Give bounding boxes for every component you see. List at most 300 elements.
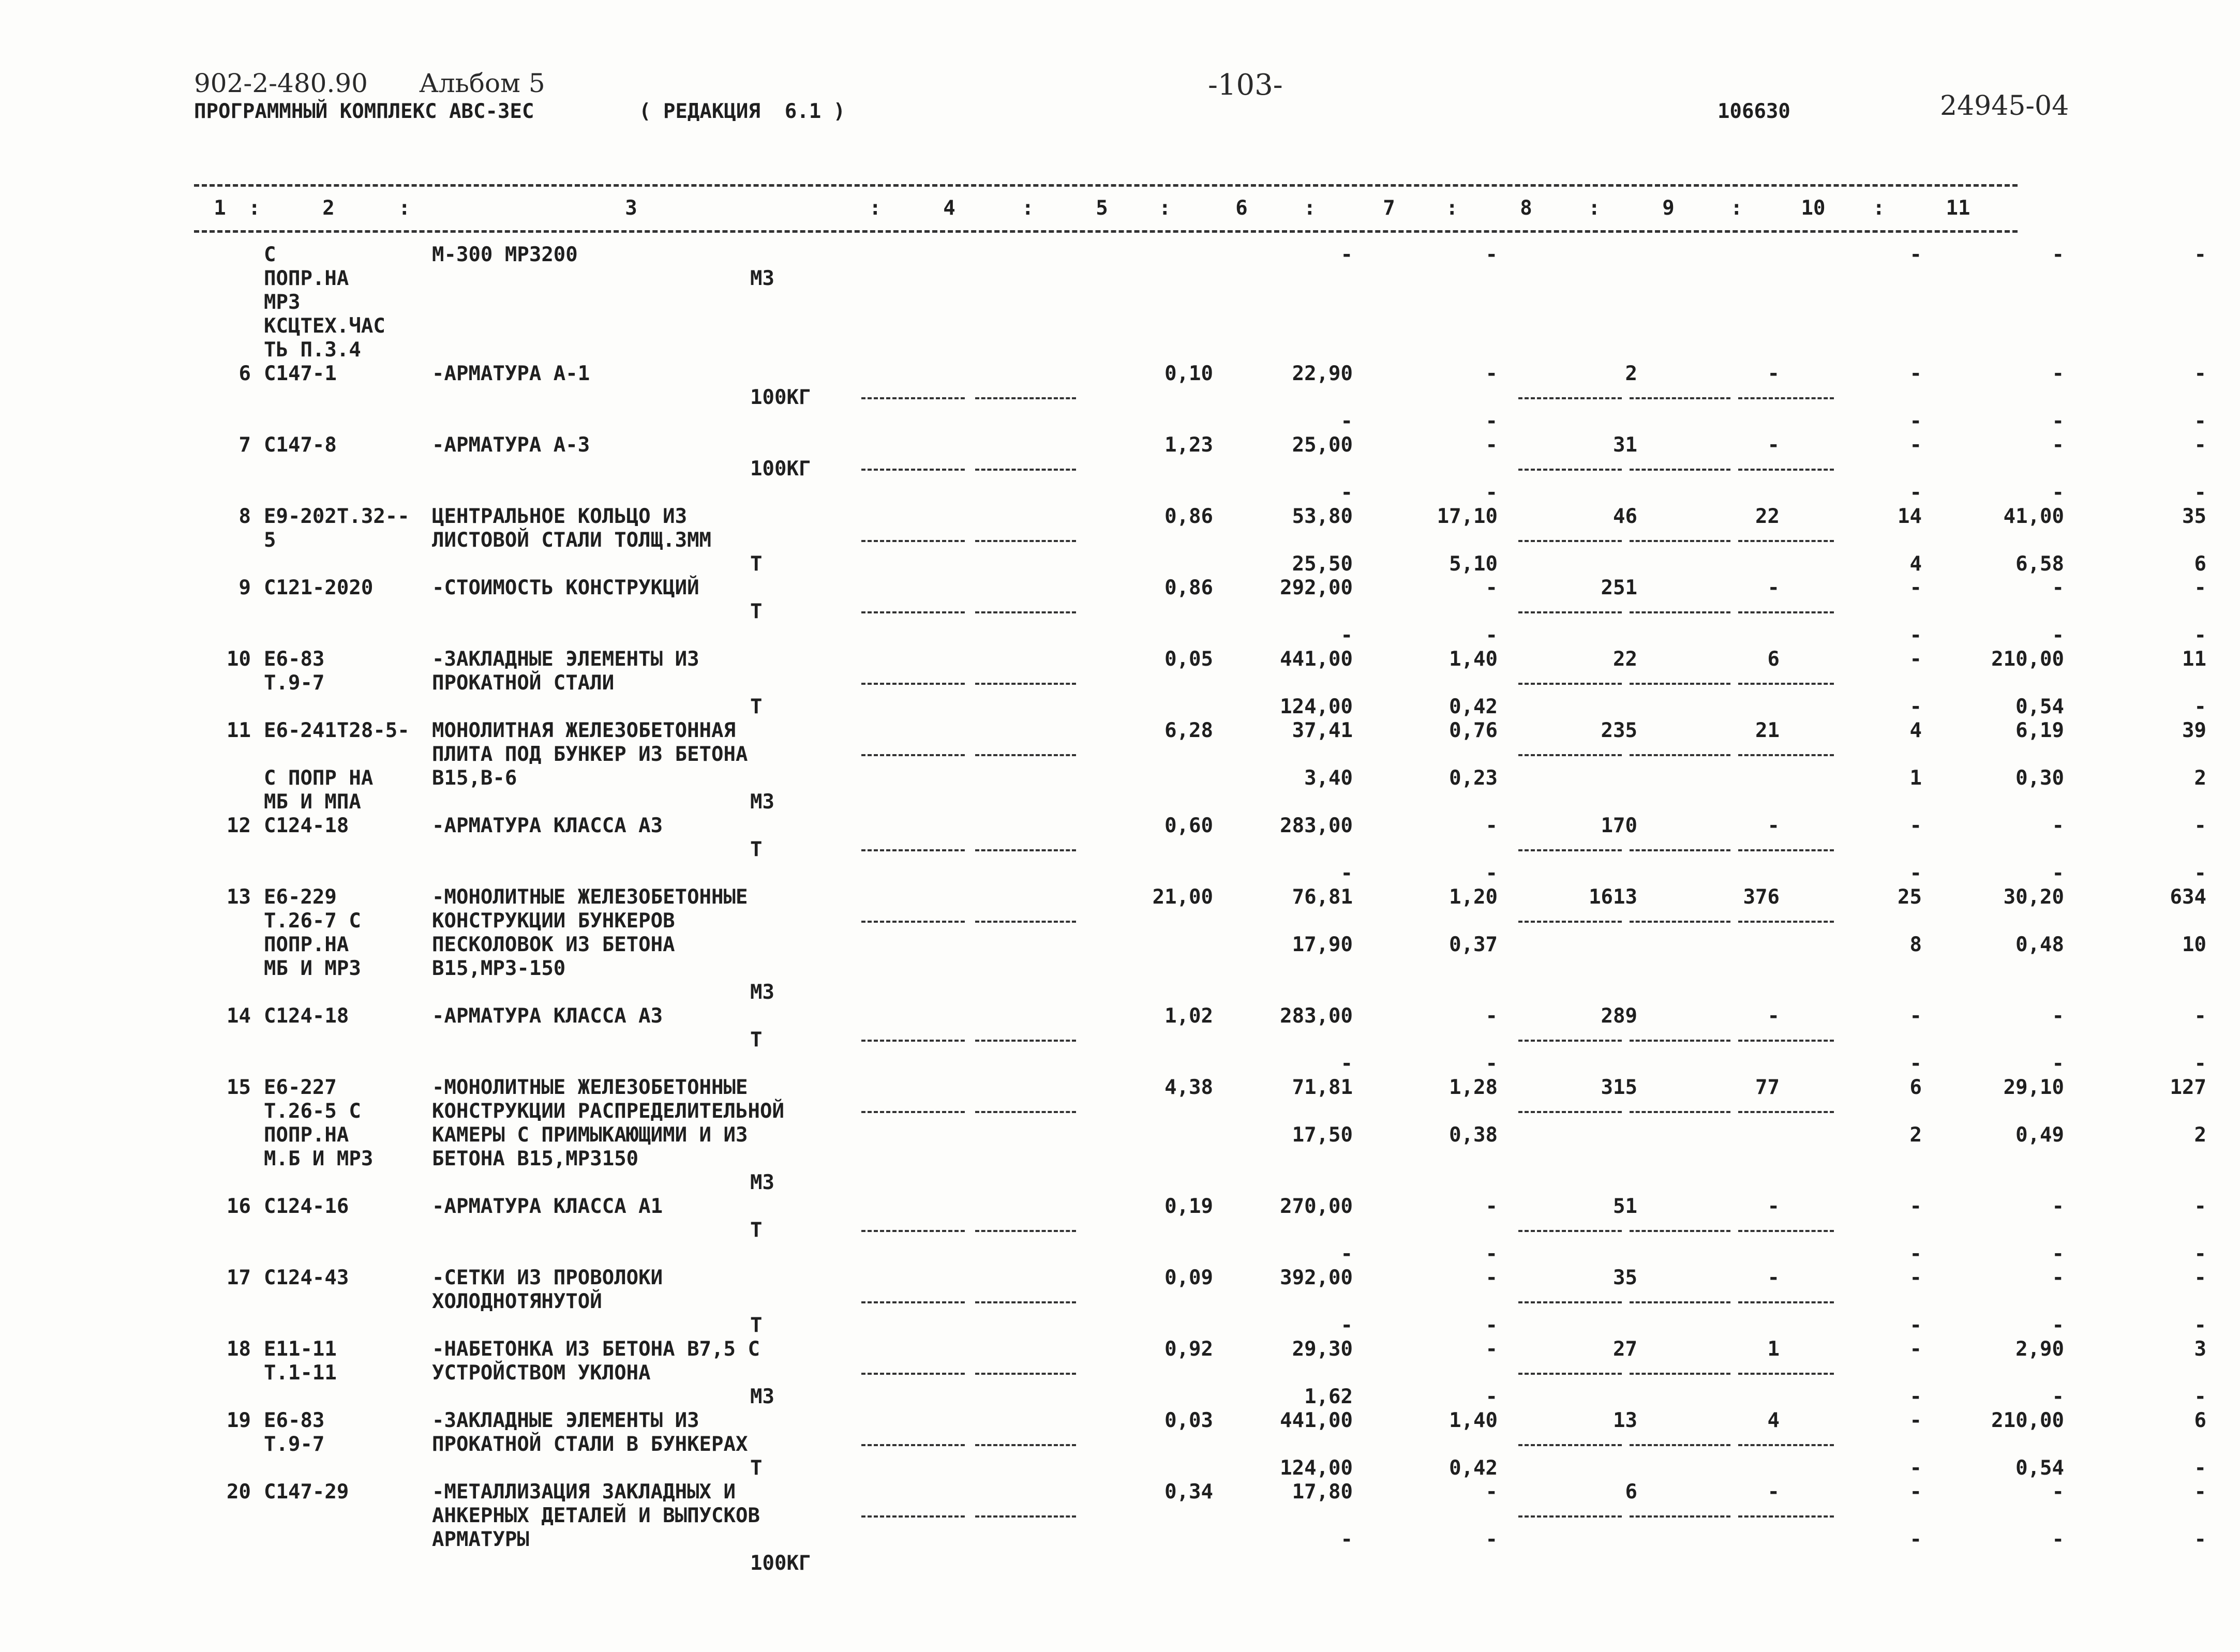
- subtotal-dash: [975, 1515, 1076, 1518]
- cell-col2: ПОПР.НА: [264, 1123, 349, 1147]
- row-line: [194, 243, 2206, 267]
- cell-col3: ПЛИТА ПОД БУНКЕР ИЗ БЕТОНА: [432, 743, 748, 766]
- cell-col6: -: [1485, 862, 1498, 885]
- cell-col5: 392,00: [1280, 1266, 1353, 1289]
- subtotal-dash: [975, 469, 1076, 471]
- cell-col7: 1613: [1589, 885, 1637, 909]
- cell-col2: 5: [264, 529, 276, 552]
- row-line: [194, 1338, 2206, 1361]
- cell-col6: 0,23: [1449, 767, 1498, 790]
- row-line: [194, 1433, 2018, 1456]
- subtotal-dash: [1738, 849, 1834, 851]
- subtotal-dash: [1738, 469, 1834, 471]
- cell-col11: -: [2194, 362, 2206, 385]
- subtotal-dash: [1518, 683, 1622, 685]
- row-line: [194, 624, 2206, 648]
- cell-col5: 29,30: [1292, 1338, 1353, 1361]
- cell-col1: 9: [238, 576, 251, 599]
- cell-col4: 0,03: [1164, 1409, 1213, 1432]
- cell-col2: Е9-202Т.32--: [264, 505, 410, 528]
- cell-col3: В15,В-6: [432, 767, 517, 790]
- doc-code: 902-2-480.90: [194, 68, 368, 98]
- cell-col9: -: [1909, 1480, 1922, 1504]
- row-line: [194, 1314, 2206, 1338]
- cell-col6: -: [1485, 624, 1498, 647]
- row-line: [194, 1195, 2206, 1219]
- cell-col1: 15: [227, 1076, 251, 1099]
- cell-col7: 235: [1601, 719, 1637, 742]
- cell-col11: -: [2194, 624, 2206, 647]
- cell-col10: -: [2052, 433, 2064, 457]
- unit-cell: 100КГ: [750, 1552, 811, 1575]
- subtotal-dash: [1630, 1301, 1730, 1303]
- cell-col9: -: [1909, 1456, 1922, 1480]
- cell-col2: М.Б И МР3: [264, 1147, 374, 1170]
- subtotal-dash: [1518, 540, 1622, 542]
- subtotal-dash: [861, 1040, 965, 1042]
- unit-cell: М3: [750, 981, 774, 1004]
- cell-col9: -: [1909, 1528, 1922, 1551]
- cell-col10: -: [2052, 1195, 2064, 1218]
- cell-col7: 315: [1601, 1076, 1637, 1099]
- cell-col11: -: [2194, 1456, 2206, 1480]
- subtotal-dash: [1738, 754, 1834, 756]
- cell-col2: МБ И МР3: [264, 957, 361, 980]
- subtotal-dash: [975, 1111, 1076, 1113]
- subtotal-dash: [1630, 1444, 1730, 1446]
- subtotal-dash: [1518, 469, 1622, 471]
- cell-col10: 41,00: [2003, 505, 2064, 528]
- cell-col10: -: [2052, 576, 2064, 599]
- subtotal-dash: [975, 921, 1076, 923]
- cell-col10: -: [2052, 624, 2064, 647]
- cell-col1: 11: [227, 719, 251, 742]
- cell-col11: -: [2194, 481, 2206, 504]
- cell-col2: ПОПР.НА: [264, 267, 349, 290]
- column-divider: :: [248, 197, 261, 220]
- cell-col2: ТЬ П.3.4: [264, 338, 361, 362]
- cell-col2: Т.1-11: [264, 1361, 337, 1385]
- cell-col5: 37,41: [1292, 719, 1353, 742]
- cell-col5: -: [1340, 243, 1353, 266]
- cell-col3: КОНСТРУКЦИИ БУНКЕРОВ: [432, 909, 675, 933]
- cell-col1: 16: [227, 1195, 251, 1218]
- table-row: [194, 1004, 2206, 1076]
- subtotal-dash: [1630, 683, 1730, 685]
- cell-col8: 77: [1755, 1076, 1780, 1099]
- cell-col10: 0,54: [2015, 1456, 2064, 1480]
- cell-col2: С121-2020: [264, 576, 374, 599]
- cell-col7: 46: [1613, 505, 1637, 528]
- cell-col3: -АРМАТУРА КЛАССА А1: [432, 1195, 663, 1218]
- cell-col7: 22: [1613, 648, 1637, 671]
- cell-col9: -: [1909, 243, 1922, 266]
- cell-col9: -: [1909, 648, 1922, 671]
- cell-col11: -: [2194, 1052, 2206, 1075]
- column-divider: :: [1159, 197, 1171, 220]
- subtotal-dash: [861, 683, 965, 685]
- cell-col11: -: [2194, 1528, 2206, 1551]
- cell-col3: ХОЛОДНОТЯНУТОЙ: [432, 1290, 602, 1313]
- table-row: [194, 648, 2206, 719]
- cell-col11: 2: [2194, 1123, 2206, 1147]
- row-line: [194, 291, 2018, 314]
- column-divider: :: [1730, 197, 1743, 220]
- cell-col7: 27: [1613, 1338, 1637, 1361]
- row-line: [194, 790, 2018, 814]
- row-line: [194, 1552, 2018, 1575]
- cell-col10: -: [2052, 1385, 2064, 1408]
- cell-col2: Т.26-5 С: [264, 1100, 361, 1123]
- cell-col8: 22: [1755, 505, 1780, 528]
- row-line: [194, 838, 2018, 862]
- cell-col6: -: [1485, 1480, 1498, 1504]
- cell-col9: -: [1909, 433, 1922, 457]
- cell-col6: 0,76: [1449, 719, 1498, 742]
- cell-col9: 4: [1909, 552, 1922, 576]
- subtotal-dash: [975, 611, 1076, 613]
- cell-col3: -АРМАТУРА КЛАССА А3: [432, 814, 663, 837]
- cell-col4: 0,10: [1164, 362, 1213, 385]
- cell-col2: Т.26-7 С: [264, 909, 361, 933]
- cell-col9: -: [1909, 410, 1922, 433]
- cell-col6: -: [1485, 1338, 1498, 1361]
- cell-col6: -: [1485, 1314, 1498, 1337]
- subtotal-dash: [861, 921, 965, 923]
- row-line: [194, 1147, 2018, 1171]
- row-line: [194, 695, 2206, 719]
- cell-col4: 1,02: [1164, 1004, 1213, 1028]
- cell-col6: -: [1485, 1266, 1498, 1289]
- row-line: [194, 1528, 2206, 1552]
- cell-col9: 14: [1898, 505, 1922, 528]
- subtotal-dash: [975, 1230, 1076, 1232]
- table-row: [194, 243, 2206, 362]
- row-line: [194, 267, 2018, 291]
- cell-col3: -АРМАТУРА А-1: [432, 362, 590, 385]
- cell-col3: -МОНОЛИТНЫЕ ЖЕЛЕЗОБЕТОННЫЕ: [432, 1076, 748, 1099]
- subtotal-dash: [1518, 1111, 1622, 1113]
- table-row: [194, 433, 2206, 505]
- cell-col6: 1,40: [1449, 1409, 1498, 1432]
- subtotal-dash: [1518, 1040, 1622, 1042]
- cell-col10: 210,00: [1991, 648, 2064, 671]
- cell-col5: 22,90: [1292, 362, 1353, 385]
- subtotal-dash: [975, 1444, 1076, 1446]
- cell-col2: С124-18: [264, 1004, 349, 1028]
- subtotal-dash: [1738, 921, 1834, 923]
- unit-cell: М3: [750, 1385, 774, 1408]
- subtotal-dash: [861, 469, 965, 471]
- cell-col6: -: [1485, 1195, 1498, 1218]
- subtotal-dash: [1738, 1444, 1834, 1446]
- row-line: [194, 576, 2206, 600]
- cell-col3: ПЕСКОЛОВОК ИЗ БЕТОНА: [432, 933, 675, 956]
- cell-col2: Е6-83: [264, 648, 325, 671]
- cell-col5: 283,00: [1280, 814, 1353, 837]
- cell-col10: 6,58: [2015, 552, 2064, 576]
- cell-col11: 6: [2194, 552, 2206, 576]
- cell-col3: -МОНОЛИТНЫЕ ЖЕЛЕЗОБЕТОННЫЕ: [432, 885, 748, 909]
- cell-col10: 6,19: [2015, 719, 2064, 742]
- cell-col6: 0,38: [1449, 1123, 1498, 1147]
- row-line: [194, 1480, 2206, 1504]
- cell-col4: 0,86: [1164, 576, 1213, 599]
- subtotal-dash: [1738, 1040, 1834, 1042]
- cell-col3: -МЕТАЛЛИЗАЦИЯ ЗАКЛАДНЫХ И: [432, 1480, 736, 1504]
- row-line: [194, 1171, 2018, 1195]
- cell-col6: 5,10: [1449, 552, 1498, 576]
- cell-col8: -: [1767, 1480, 1780, 1504]
- column-divider: :: [1304, 197, 1316, 220]
- table-row: [194, 885, 2206, 1004]
- cell-col5: -: [1340, 862, 1353, 885]
- cell-col11: -: [2194, 1266, 2206, 1289]
- column-header-2: 2: [322, 197, 335, 220]
- column-header-6: 6: [1235, 197, 1248, 220]
- cell-col1: 12: [227, 814, 251, 837]
- cell-col8: 21: [1755, 719, 1780, 742]
- subtotal-dash: [1738, 540, 1834, 542]
- cell-col9: -: [1909, 1195, 1922, 1218]
- cell-col9: -: [1909, 1385, 1922, 1408]
- cell-col2: С147-1: [264, 362, 337, 385]
- row-line: [194, 1504, 2018, 1528]
- column-divider: :: [398, 197, 411, 220]
- cell-col3: -СЕТКИ ИЗ ПРОВОЛОКИ: [432, 1266, 663, 1289]
- cell-col6: 1,40: [1449, 648, 1498, 671]
- cell-col8: -: [1767, 576, 1780, 599]
- cell-col5: -: [1340, 410, 1353, 433]
- cell-col2: С ПОПР НА: [264, 767, 374, 790]
- cell-col6: -: [1485, 410, 1498, 433]
- cell-col11: -: [2194, 243, 2206, 266]
- row-line: [194, 1242, 2206, 1266]
- cell-col2: Е6-229: [264, 885, 337, 909]
- row-line: [194, 648, 2206, 671]
- cell-col8: 376: [1743, 885, 1780, 909]
- unit-cell: Т: [750, 695, 763, 718]
- row-line: [194, 767, 2206, 790]
- unit-cell: Т: [750, 1028, 763, 1052]
- cell-col10: -: [2052, 410, 2064, 433]
- cell-col4: 21,00: [1152, 885, 1213, 909]
- cell-col3: -АРМАТУРА А-3: [432, 433, 590, 457]
- cell-col6: -: [1485, 576, 1498, 599]
- cell-col11: 127: [2170, 1076, 2206, 1099]
- cell-col6: -: [1485, 1528, 1498, 1551]
- cell-col8: -: [1767, 1195, 1780, 1218]
- program-line: ПРОГРАММНЫЙ КОМПЛЕКС АВС-3ЕС: [194, 100, 534, 123]
- cell-col3: -СТОИМОСТЬ КОНСТРУКЦИЙ: [432, 576, 699, 599]
- row-line: [194, 1052, 2206, 1076]
- column-divider: :: [1022, 197, 1034, 220]
- code-106630: 106630: [1718, 100, 1790, 123]
- row-line: [194, 1361, 2018, 1385]
- subtotal-dash: [1630, 849, 1730, 851]
- cell-col10: -: [2052, 1004, 2064, 1028]
- table-row: [194, 1409, 2206, 1480]
- subtotal-dash: [1630, 1230, 1730, 1232]
- cell-col4: 0,19: [1164, 1195, 1213, 1218]
- row-line: [194, 1076, 2206, 1100]
- row-line: [194, 481, 2206, 505]
- cell-col9: -: [1909, 624, 1922, 647]
- unit-cell: Т: [750, 1456, 763, 1480]
- table-row: [194, 362, 2206, 433]
- row-line: [194, 410, 2206, 433]
- cell-col11: -: [2194, 433, 2206, 457]
- cell-col5: 17,90: [1292, 933, 1353, 956]
- cell-col10: -: [2052, 243, 2064, 266]
- table-row: [194, 719, 2206, 814]
- cell-col8: -: [1767, 1004, 1780, 1028]
- cell-col7: 35: [1613, 1266, 1637, 1289]
- cell-col3: ПРОКАТНОЙ СТАЛИ: [432, 671, 615, 695]
- cell-col6: 0,42: [1449, 1456, 1498, 1480]
- cell-col2: Е6-241Т28-5-: [264, 719, 410, 742]
- row-line: [194, 719, 2206, 743]
- subtotal-dash: [1518, 611, 1622, 613]
- cell-col5: 71,81: [1292, 1076, 1353, 1099]
- cell-col6: -: [1485, 1385, 1498, 1408]
- cell-col10: -: [2052, 1480, 2064, 1504]
- cell-col11: -: [2194, 1314, 2206, 1337]
- cell-col6: -: [1485, 1004, 1498, 1028]
- table-row: [194, 505, 2206, 576]
- cell-col1: 18: [227, 1338, 251, 1361]
- cell-col6: 0,37: [1449, 933, 1498, 956]
- cell-col11: -: [2194, 1004, 2206, 1028]
- unit-cell: Т: [750, 1219, 763, 1242]
- cell-col3: КАМЕРЫ С ПРИМЫКАЮЩИМИ И ИЗ: [432, 1123, 748, 1147]
- column-header-4: 4: [943, 197, 955, 220]
- cell-col7: 13: [1613, 1409, 1637, 1432]
- subtotal-dash: [975, 1373, 1076, 1375]
- column-divider: :: [1873, 197, 1885, 220]
- subtotal-dash: [1518, 849, 1622, 851]
- cell-col5: 76,81: [1292, 885, 1353, 909]
- cell-col5: -: [1340, 1052, 1353, 1075]
- cell-col10: -: [2052, 1314, 2064, 1337]
- cell-col9: -: [1909, 481, 1922, 504]
- cell-col3: МОНОЛИТНАЯ ЖЕЛЕЗОБЕТОННАЯ: [432, 719, 736, 742]
- cell-col3: -ЗАКЛАДНЫЕ ЭЛЕМЕНТЫ ИЗ: [432, 1409, 699, 1432]
- cell-col9: 8: [1909, 933, 1922, 956]
- cell-col6: -: [1485, 1052, 1498, 1075]
- cell-col4: 1,23: [1164, 433, 1213, 457]
- table-row: [194, 576, 2206, 648]
- subtotal-dash: [1518, 1230, 1622, 1232]
- cell-col2: С124-16: [264, 1195, 349, 1218]
- subtotal-dash: [1630, 397, 1730, 399]
- code-24945: 24945-04: [1940, 91, 2069, 122]
- cell-col8: -: [1767, 1266, 1780, 1289]
- cell-col6: -: [1485, 433, 1498, 457]
- row-line: [194, 552, 2206, 576]
- row-line: [194, 386, 2018, 410]
- subtotal-dash: [1630, 1111, 1730, 1113]
- row-line: [194, 1290, 2018, 1314]
- subtotal-dash: [1518, 1301, 1622, 1303]
- cell-col1: 6: [238, 362, 251, 385]
- cell-col7: 51: [1613, 1195, 1637, 1218]
- table-row: [194, 1076, 2206, 1195]
- subtotal-dash: [1738, 1301, 1834, 1303]
- cell-col3: АНКЕРНЫХ ДЕТАЛЕЙ И ВЫПУСКОВ: [432, 1504, 760, 1527]
- cell-col1: 20: [227, 1480, 251, 1504]
- top-separator: [194, 184, 2018, 187]
- cell-col2: С147-29: [264, 1480, 349, 1504]
- row-line: [194, 1219, 2018, 1242]
- cell-col4: 6,28: [1164, 719, 1213, 742]
- cell-col10: 0,48: [2015, 933, 2064, 956]
- column-header-5: 5: [1096, 197, 1108, 220]
- cell-col2: ПОПР.НА: [264, 933, 349, 956]
- subtotal-dash: [1630, 921, 1730, 923]
- subtotal-dash: [1738, 611, 1834, 613]
- cell-col10: 0,30: [2015, 767, 2064, 790]
- table-row: [194, 1195, 2206, 1266]
- cell-col3: В15,МР3-150: [432, 957, 566, 980]
- subtotal-dash: [1630, 1515, 1730, 1518]
- row-line: [194, 600, 2018, 624]
- unit-cell: Т: [750, 1314, 763, 1337]
- cell-col1: 17: [227, 1266, 251, 1289]
- cell-col6: 1,28: [1449, 1076, 1498, 1099]
- unit-cell: Т: [750, 552, 763, 576]
- cell-col2: Е6-227: [264, 1076, 337, 1099]
- cell-col5: 3,40: [1304, 767, 1353, 790]
- column-header-11: 11: [1946, 197, 1970, 220]
- cell-col11: -: [2194, 1480, 2206, 1504]
- cell-col4: 0,05: [1164, 648, 1213, 671]
- row-line: [194, 457, 2018, 481]
- subtotal-dash: [1630, 1373, 1730, 1375]
- cell-col8: 6: [1767, 648, 1780, 671]
- cell-col10: -: [2052, 1242, 2064, 1266]
- cell-col2: МР3: [264, 291, 301, 314]
- column-header-10: 10: [1801, 197, 1826, 220]
- table-row: [194, 1338, 2206, 1409]
- cell-col4: 0,86: [1164, 505, 1213, 528]
- row-line: [194, 743, 2018, 767]
- subtotal-dash: [975, 397, 1076, 399]
- subtotal-dash: [975, 1040, 1076, 1042]
- cell-col1: 14: [227, 1004, 251, 1028]
- cell-col3: УСТРОЙСТВОМ УКЛОНА: [432, 1361, 651, 1385]
- column-divider: :: [869, 197, 882, 220]
- subtotal-dash: [975, 754, 1076, 756]
- cell-col11: -: [2194, 576, 2206, 599]
- row-line: [194, 885, 2206, 909]
- cell-col9: 1: [1909, 767, 1922, 790]
- subtotal-dash: [1518, 1444, 1622, 1446]
- column-divider: :: [1588, 197, 1601, 220]
- row-line: [194, 529, 2018, 552]
- column-header-1: 1: [214, 197, 226, 220]
- cell-col9: -: [1909, 1242, 1922, 1266]
- row-line: [194, 1100, 2018, 1123]
- row-line: [194, 1266, 2206, 1290]
- cell-col4: 0,60: [1164, 814, 1213, 837]
- cell-col3: -НАБЕТОНКА ИЗ БЕТОНА В7,5 С: [432, 1338, 760, 1361]
- row-line: [194, 981, 2018, 1004]
- cell-col10: 0,54: [2015, 695, 2064, 718]
- cell-col11: -: [2194, 695, 2206, 718]
- row-line: [194, 933, 2206, 957]
- unit-cell: Т: [750, 600, 763, 623]
